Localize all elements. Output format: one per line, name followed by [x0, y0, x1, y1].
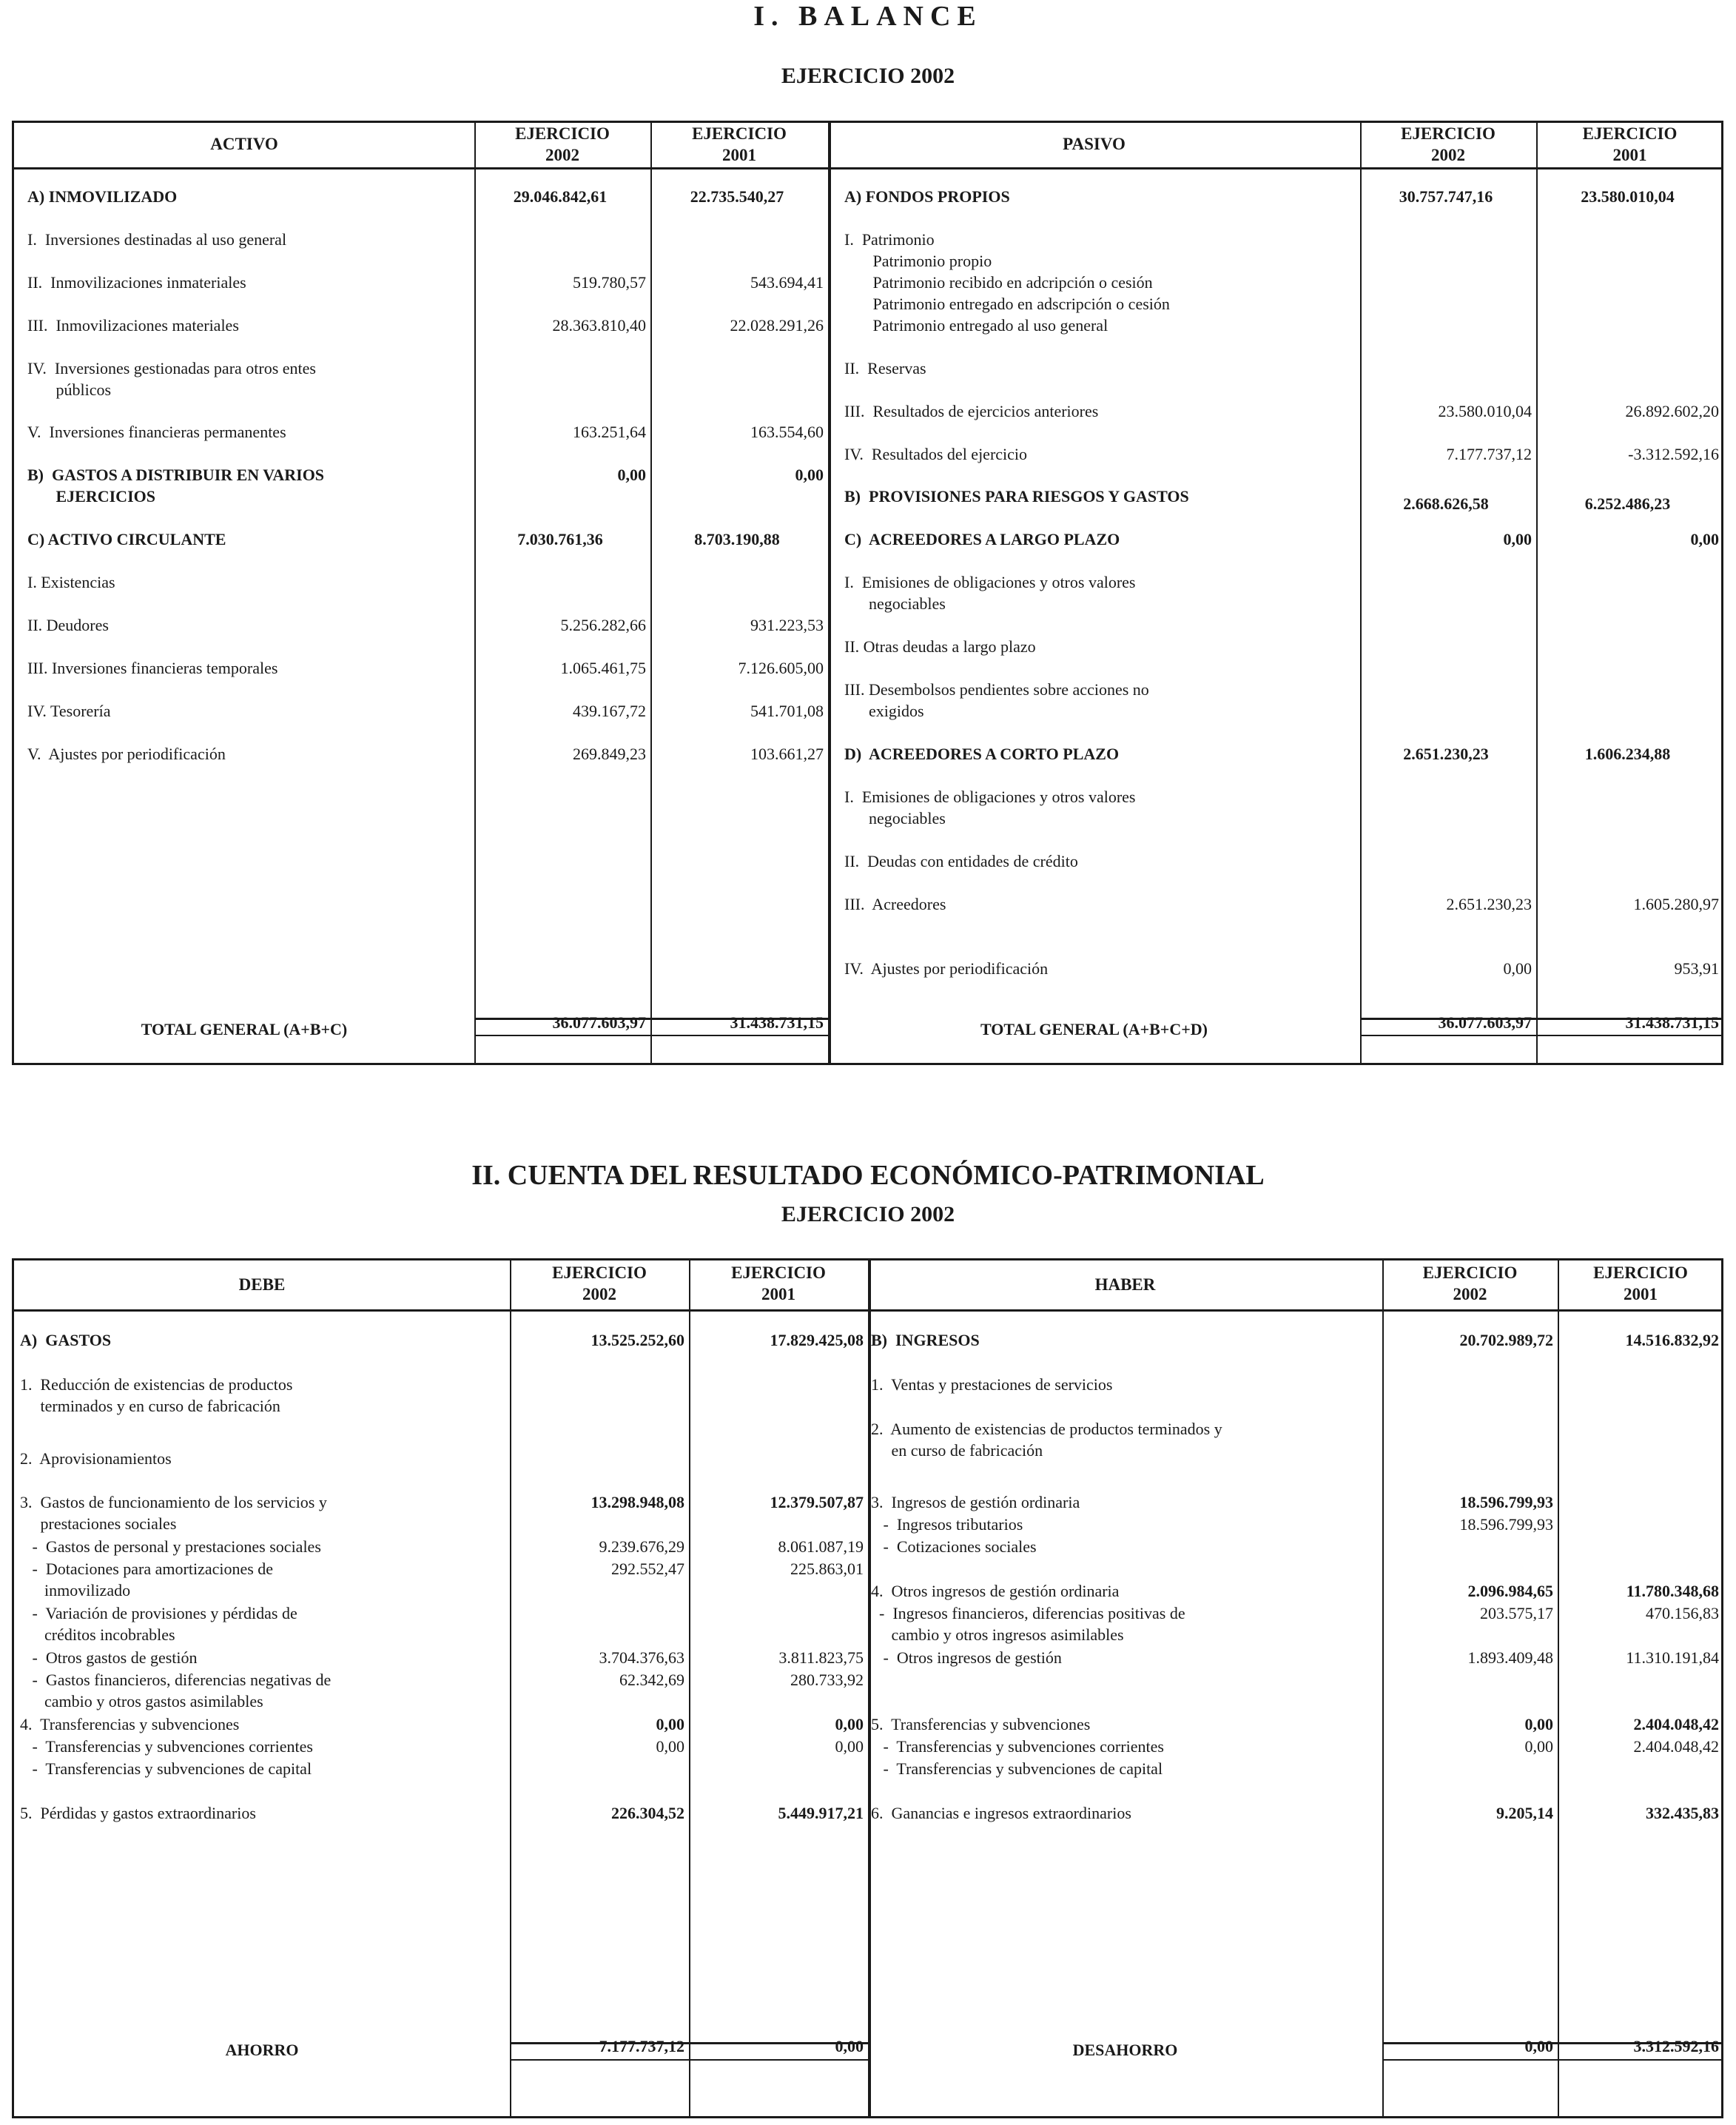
pasivo-row-value-2001: -3.312.592,16 [1628, 445, 1719, 463]
total-activo-2001: 31.438.731,15 [730, 1013, 824, 1032]
haber-row-label: - Cotizaciones sociales [871, 1537, 1037, 1556]
activo-row-value-2001: 22.735.540,27 [690, 187, 784, 206]
pasivo-row-value-2002: 30.757.747,16 [1399, 187, 1493, 206]
pasivo-row-label: I. Emisiones de obligaciones y otros valores negociables [844, 788, 1136, 827]
pasivo-row-value-2002: 23.580.010,04 [1438, 402, 1532, 420]
debe-row-value-2001: 225.863,01 [790, 1560, 864, 1578]
debe-row-value-2001: 280.733,92 [790, 1671, 864, 1689]
pasivo-row-label: IV. Resultados del ejercicio [844, 445, 1028, 463]
pasivo-row-value-2001: 1.606.234,88 [1584, 745, 1671, 763]
debe-row-value-2001: 12.379.507,87 [770, 1493, 864, 1511]
debe-row-label: 5. Pérdidas y gastos extraordinarios [20, 1804, 256, 1822]
pasivo-row-label: III. Acreedores [844, 895, 946, 913]
pasivo-row-value-2001: 26.892.602,20 [1625, 402, 1719, 420]
debe-row-label: 3. Gastos de funcionamiento de los servicios y prestaciones sociales [20, 1493, 327, 1533]
activo-row-label: II. Inmovilizaciones inmateriales [27, 273, 246, 292]
haber-row-label: 6. Ganancias e ingresos extraordinarios [871, 1804, 1131, 1822]
pasivo-header: PASIVO [1063, 135, 1126, 153]
debe-row-value-2002: 13.298.948,08 [591, 1493, 684, 1511]
debe-row-label: 2. Aprovisionamientos [20, 1449, 172, 1468]
debe-row-value-2002: 0,00 [656, 1737, 684, 1756]
debe-row-label: - Transferencias y subvenciones corrientes [20, 1737, 313, 1756]
debe-col-2002-header: EJERCICIO 2002 [552, 1263, 647, 1303]
pasivo-row-label: III. Resultados de ejercicios anteriores [844, 402, 1099, 420]
pasivo-row-label: III. Desembolsos pendientes sobre acciones no exigidos [844, 680, 1149, 720]
haber-row-value-2001: 470.156,83 [1646, 1604, 1719, 1622]
desahorro-label: DESAHORRO [1072, 2041, 1178, 2059]
balance-subtitle: EJERCICIO 2002 [781, 64, 955, 88]
ahorro-2001: 0,00 [835, 2037, 864, 2055]
pasivo-row-label: A) FONDOS PROPIOS [844, 187, 1010, 206]
activo-row-value-2002: 7.030.761,36 [517, 530, 603, 548]
haber-row-label: 4. Otros ingresos de gestión ordinaria [871, 1582, 1120, 1600]
debe-row-label: - Gastos financieros, diferencias negativas de cambio y otros gastos asimilables [32, 1671, 332, 1711]
haber-row-value-2001: 11.780.348,68 [1626, 1582, 1719, 1600]
debe-row-value-2002: 62.342,69 [619, 1671, 684, 1689]
pasivo-row-label: D) ACREEDORES A CORTO PLAZO [844, 745, 1120, 763]
total-pasivo-label: TOTAL GENERAL (A+B+C+D) [980, 1020, 1208, 1038]
activo-row-value-2001: 0,00 [795, 466, 824, 484]
pasivo-row-value-2001: 6.252.486,23 [1584, 494, 1671, 513]
pasivo-row-label: I. Patrimonio Patrimonio propio Patrimonio recibido en adcripción o cesión Patrimonio entregado en adscripción o cesión Patrimonio entregado al uso general [844, 230, 1170, 335]
haber-row-label: B) INGRESOS [871, 1331, 980, 1349]
activo-row-value-2002: 519.780,57 [573, 273, 646, 292]
haber-row-value-2002: 9.205,14 [1496, 1804, 1553, 1822]
cuenta-subtitle: EJERCICIO 2002 [781, 1202, 955, 1226]
debe-row-value-2002: 226.304,52 [611, 1804, 684, 1822]
balance-table [12, 121, 1723, 1065]
pasivo-col-2001-header: EJERCICIO 2001 [1582, 124, 1678, 164]
pasivo-row-label: B) PROVISIONES PARA RIESGOS Y GASTOS [844, 487, 1189, 506]
debe-row-label: - Dotaciones para amortizaciones de inmovilizado [32, 1560, 274, 1599]
debe-row-label: - Gastos de personal y prestaciones sociales [20, 1537, 321, 1556]
total-activo-label: TOTAL GENERAL (A+B+C) [141, 1020, 348, 1038]
pasivo-row-label: II. Reservas [844, 359, 926, 377]
haber-header: HABER [1094, 1275, 1156, 1294]
debe-row-label: 4. Transferencias y subvenciones [20, 1715, 240, 1733]
haber-row-label: 3. Ingresos de gestión ordinaria [871, 1493, 1080, 1511]
activo-row-value-2001: 163.554,60 [750, 423, 824, 441]
debe-row-value-2002: 3.704.376,63 [599, 1648, 684, 1667]
haber-row-label: - Otros ingresos de gestión [871, 1648, 1062, 1667]
debe-row-value-2001: 17.829.425,08 [770, 1331, 864, 1349]
activo-row-value-2001: 543.694,41 [750, 273, 824, 292]
pasivo-row-label: II. Otras deudas a largo plazo [844, 637, 1036, 656]
activo-row-label: B) GASTOS A DISTRIBUIR EN VARIOS EJERCICIOS [27, 466, 325, 506]
activo-row-label: C) ACTIVO CIRCULANTE [27, 530, 226, 548]
debe-row-label: - Otros gastos de gestión [20, 1648, 198, 1667]
haber-row-value-2002: 0,00 [1524, 1715, 1553, 1733]
debe-col-2001-header: EJERCICIO 2001 [731, 1263, 826, 1303]
debe-row-value-2002: 13.525.252,60 [591, 1331, 684, 1349]
haber-row-value-2002: 1.893.409,48 [1467, 1648, 1553, 1667]
activo-row-value-2001: 931.223,53 [750, 616, 824, 634]
pasivo-row-value-2002: 0,00 [1503, 959, 1532, 978]
activo-row-value-2002: 5.256.282,66 [560, 616, 646, 634]
desahorro-2001: 3.312.592,16 [1633, 2037, 1719, 2055]
pasivo-row-value-2001: 1.605.280,97 [1633, 895, 1719, 913]
activo-row-value-2002: 163.251,64 [573, 423, 646, 441]
haber-row-value-2002: 2.096.984,65 [1467, 1582, 1553, 1600]
debe-row-label: A) GASTOS [20, 1331, 112, 1349]
activo-row-value-2002: 29.046.842,61 [513, 187, 608, 206]
debe-row-value-2001: 0,00 [835, 1737, 864, 1756]
haber-row-value-2002: 20.702.989,72 [1459, 1331, 1553, 1349]
activo-row-label: III. Inmovilizaciones materiales [27, 316, 239, 335]
haber-row-value-2002: 18.596.799,93 [1459, 1515, 1553, 1534]
haber-row-label: 1. Ventas y prestaciones de servicios [871, 1375, 1113, 1394]
total-pasivo-2001: 31.438.731,15 [1625, 1013, 1719, 1032]
debe-row-value-2001: 3.811.823,75 [778, 1648, 864, 1667]
pasivo-row-value-2001: 0,00 [1690, 530, 1719, 548]
activo-row-value-2001: 103.661,27 [750, 745, 824, 763]
total-activo-2002: 36.077.603,97 [552, 1013, 646, 1032]
haber-row-label: - Ingresos tributarios [871, 1515, 1023, 1534]
cuenta-title: II. CUENTA DEL RESULTADO ECONÓMICO-PATRIMONIAL [471, 1160, 1265, 1191]
haber-row-label: - Ingresos financieros, diferencias positivas de cambio y otros ingresos asimilables [879, 1604, 1185, 1644]
pasivo-row-value-2002: 0,00 [1503, 530, 1532, 548]
pasivo-col-2002-header: EJERCICIO 2002 [1401, 124, 1496, 164]
activo-row-value-2002: 28.363.810,40 [552, 316, 646, 335]
haber-row-value-2001: 11.310.191,84 [1626, 1648, 1719, 1667]
activo-row-value-2002: 1.065.461,75 [560, 659, 646, 677]
activo-row-label: V. Ajustes por periodificación [27, 745, 226, 763]
ahorro-2002: 7.177.737,12 [599, 2037, 684, 2055]
debe-row-label: - Transferencias y subvenciones de capital [20, 1759, 312, 1778]
pasivo-row-value-2002: 7.177.737,12 [1446, 445, 1532, 463]
activo-row-label: I. Existencias [27, 573, 115, 591]
debe-row-value-2001: 5.449.917,21 [778, 1804, 864, 1822]
activo-header: ACTIVO [210, 135, 278, 153]
haber-row-label: 2. Aumento de existencias de productos terminados y en curso de fabricación [871, 1420, 1222, 1460]
pasivo-row-label: IV. Ajustes por periodificación [844, 959, 1049, 978]
ahorro-label: AHORRO [225, 2041, 299, 2059]
activo-row-label: IV. Tesorería [27, 702, 111, 720]
cuenta-table [12, 1258, 1723, 2118]
haber-row-label: 5. Transferencias y subvenciones [871, 1715, 1091, 1733]
activo-row-value-2001: 7.126.605,00 [738, 659, 824, 677]
debe-row-value-2002: 0,00 [656, 1715, 684, 1733]
pasivo-row-value-2001: 23.580.010,04 [1581, 187, 1675, 206]
haber-row-value-2002: 18.596.799,93 [1459, 1493, 1553, 1511]
haber-col-2001-header: EJERCICIO 2001 [1593, 1263, 1688, 1303]
activo-row-label: III. Inversiones financieras temporales [27, 659, 278, 677]
activo-row-value-2002: 0,00 [617, 466, 646, 484]
debe-row-value-2002: 9.239.676,29 [599, 1537, 684, 1556]
haber-row-value-2002: 203.575,17 [1480, 1604, 1553, 1622]
activo-col-2001-header: EJERCICIO 2001 [692, 124, 787, 164]
activo-row-label: V. Inversiones financieras permanentes [27, 423, 286, 441]
debe-row-value-2002: 292.552,47 [611, 1560, 684, 1578]
pasivo-row-label: II. Deudas con entidades de crédito [844, 852, 1078, 870]
haber-row-value-2001: 332.435,83 [1646, 1804, 1719, 1822]
activo-row-value-2001: 541.701,08 [750, 702, 824, 720]
haber-row-value-2002: 0,00 [1524, 1737, 1553, 1756]
debe-row-label: 1. Reducción de existencias de productos terminados y en curso de fabricación [20, 1375, 293, 1415]
haber-col-2002-header: EJERCICIO 2002 [1422, 1263, 1518, 1303]
haber-row-label: - Transferencias y subvenciones de capital [871, 1759, 1163, 1778]
debe-row-value-2001: 0,00 [835, 1715, 864, 1733]
activo-row-label: I. Inversiones destinadas al uso general [27, 230, 287, 249]
activo-row-value-2002: 269.849,23 [573, 745, 646, 763]
activo-col-2002-header: EJERCICIO 2002 [515, 124, 610, 164]
activo-row-label: A) INMOVILIZADO [27, 187, 178, 206]
pasivo-row-value-2002: 2.668.626,58 [1403, 494, 1489, 513]
pasivo-row-value-2002: 2.651.230,23 [1403, 745, 1489, 763]
activo-row-value-2002: 439.167,72 [573, 702, 646, 720]
pasivo-row-value-2002: 2.651.230,23 [1446, 895, 1532, 913]
haber-row-value-2001: 2.404.048,42 [1633, 1715, 1719, 1733]
desahorro-2002: 0,00 [1524, 2037, 1553, 2055]
haber-row-value-2001: 2.404.048,42 [1633, 1737, 1719, 1756]
activo-row-label: IV. Inversiones gestionadas para otros entes públicos [27, 359, 316, 399]
haber-row-value-2001: 14.516.832,92 [1625, 1331, 1719, 1349]
debe-row-value-2001: 8.061.087,19 [778, 1537, 864, 1556]
pasivo-row-label: C) ACREEDORES A LARGO PLAZO [844, 530, 1120, 548]
pasivo-row-label: I. Emisiones de obligaciones y otros valores negociables [844, 573, 1136, 613]
haber-row-label: - Transferencias y subvenciones corrientes [871, 1737, 1164, 1756]
activo-row-value-2001: 8.703.190,88 [694, 530, 780, 548]
activo-row-label: II. Deudores [27, 616, 109, 634]
debe-row-label: - Variación de provisiones y pérdidas de créditos incobrables [32, 1604, 297, 1644]
debe-header: DEBE [238, 1275, 286, 1294]
pasivo-row-value-2001: 953,91 [1674, 959, 1719, 978]
total-pasivo-2002: 36.077.603,97 [1438, 1013, 1532, 1032]
activo-row-value-2001: 22.028.291,26 [730, 316, 824, 335]
balance-title: I. BALANCE [753, 1, 983, 32]
